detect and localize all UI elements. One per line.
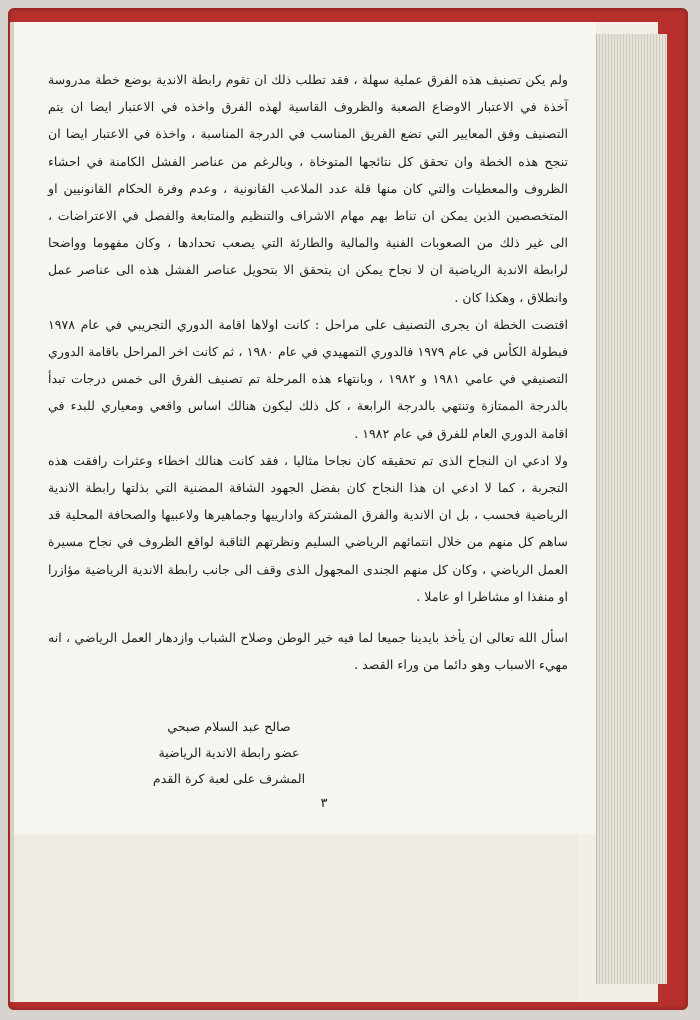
page-edges [596, 34, 667, 984]
paragraph-4: اسأل الله تعالى ان يأخذ بايدينا جميعا لما فيه خير الوطن وصلاح الشباب وازدهار العمل الرياضي ، انه مهيء الاسباب وهو دائما من وراء القصد . [48, 630, 568, 673]
signature-name: صالح عبد السلام صبحي [167, 719, 291, 734]
paragraph-3: ولا ادعي ان النجاح الذى تم تحقيقه كان نجاحا مثاليا ، فقد كانت هنالك اخطاء وعثرات رافقت هذه التجربة ، كما لا ادعي ان هذا النجاح كان بفضل الجهود الشاقة المضنية التي بذلتها رابطة الاندية الرياضية فحسب ، بل ان الاندية والفرق المشتركة وادارييها وجماهيرها ولاعبيها والصحافة المحلية قد ساهم كل منهم من خلال انتمائهم الرياضي السليم ونظرتهم الثاقبة لواقع الظروف في نجاح مسيرة العمل الرياضي ، وكان كل منهم الجندى المجهول الذى وقف الى جانب رابطة الاندية الرياضية مؤازرا او منفذا او مشاطرا او عاملا . [48, 452, 568, 604]
document-page [14, 22, 596, 834]
body-text [48, 66, 568, 678]
signature-role: المشرف على لعبة كرة القدم [152, 771, 306, 786]
signature-title: عضو رابطة الاندية الرياضية [158, 745, 300, 760]
page-number: ٣ [320, 796, 328, 811]
paragraph-1: ولم يكن تصنيف هذه الفرق عملية سهلة ، فقد تطلب ذلك ان تقوم رابطة الاندية بوضع خطة مدروسة آخذة في الاعتبار الاوضاع الصعبة والظروف القاسية لهذه الفرق واخذه في الاعتبار ايضا ان يتم التصنيف وفق المعايير التي تضع الفريق المناسب في الدرجة المناسبة ، واخذة في الاعتبار ايضا ان تنجح هذه الخطة وان تحقق كل نتائجها المتوخاة ، وبالرغم من عناصر الفشل الكامنة في احشاء الظروف والمعطيات والتي كان منها قلة عدد الملاعب القانونية ، وعدم وفرة الحكام القانونيين او المتخصصين الذين يمكن ان تناط بهم مهام الاشراف والتنظيم والمتابعة والفصل في الاعتراضات ، الى غير ذلك من الصعوبات الفنية والمالية والطارئة التي يصعب تحدادها ، وكان مفهوما وواضحا لرابطة الاندية الرياضية ان لا نجاح يمكن ان يتحقق الا بتحويل عناصر الفشل هذه الى عناصر عمل وانطلاق ، وهكذا كان . [48, 72, 568, 305]
lower-page [10, 833, 578, 1002]
paragraph-2: اقتضت الخطة ان يجرى التصنيف على مراحل : كانت اولاها اقامة الدوري التجريبي في عام ١٩٧٨ فبطولة الكأس في عام ١٩٧٩ فالدوري التمهيدي في عام ١٩٨٠ ، ثم كانت اخر المراحل باقامة الدوري التصنيفي في عامي ١٩٨١ و ١٩٨٢ ، وبانتهاء هذه المرحلة تم تصنيف الفرق الى خمس درجات تبدأ بالدرجة الممتازة وتنتهي بالدرجة الرابعة ، كل ذلك ليكون هنالك اساس واقعي ومعياري للبدء في اقامة الدوري العام للفرق في عام ١٩٨٢ . [48, 316, 568, 441]
signature-block [144, 714, 314, 792]
